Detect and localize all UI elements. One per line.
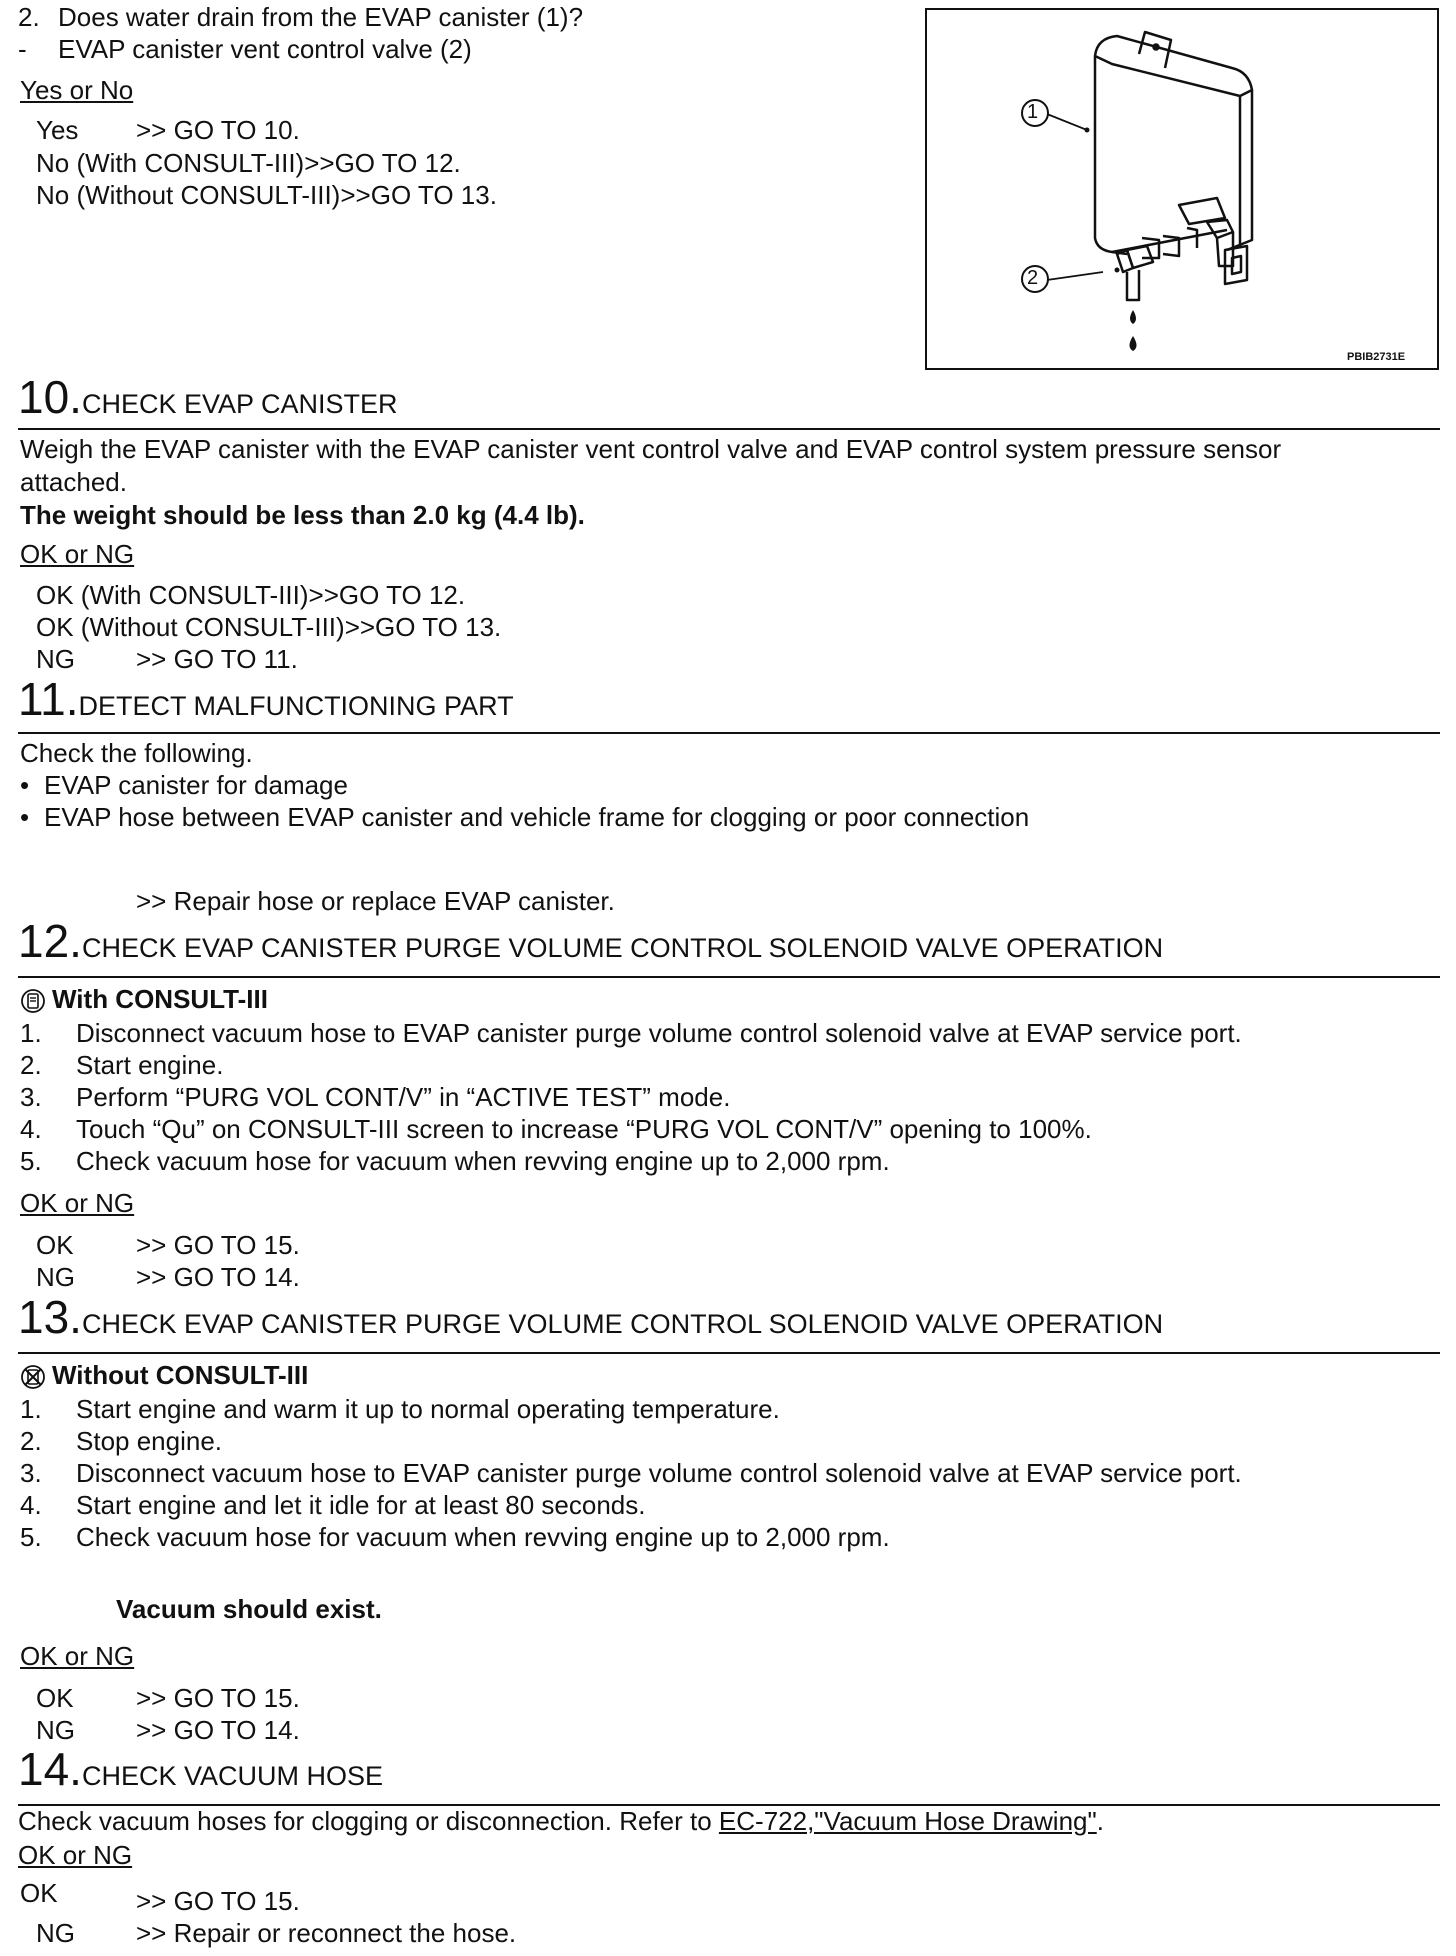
result-action: >> Repair or reconnect the hose. (136, 1918, 517, 1948)
result-action: >> GO TO 11. (136, 644, 298, 674)
step-index: 5. (20, 1146, 42, 1176)
step-number: 11. (18, 673, 79, 725)
body-text-end: . (1096, 1806, 1104, 1836)
body-text: attached. (20, 467, 127, 497)
result-label: Yes (36, 115, 79, 145)
sub-item-text: EVAP canister vent control valve (2) (58, 34, 472, 64)
divider (18, 732, 1440, 734)
step-text: Stop engine. (76, 1426, 223, 1456)
numbered-step (20, 1428, 222, 1454)
ok-ng-label: OK or NG (20, 1188, 135, 1218)
result-row (36, 1264, 300, 1290)
result-action: >>GO TO 12. (308, 580, 466, 610)
step-12-header (18, 915, 1164, 967)
result-label: No (Without CONSULT-III) (36, 180, 341, 210)
result-action: >> GO TO 15. (136, 1230, 300, 1260)
question-number: 2. (18, 2, 40, 32)
dash-marker: - (18, 34, 27, 64)
numbered-step (20, 1460, 1242, 1486)
step-index: 2. (20, 1050, 42, 1080)
ok-ng-label: OK or NG (20, 1641, 135, 1671)
numbered-step (20, 1524, 890, 1550)
numbered-step (20, 1020, 1242, 1046)
result-label: No (With CONSULT-III) (36, 148, 305, 178)
callout-2-label: 2 (1027, 267, 1039, 289)
step-text: Check vacuum hose for vacuum when revving engine up to 2,000 rpm. (76, 1146, 890, 1176)
bullet-item (20, 772, 348, 798)
result-label: OK (36, 1230, 74, 1260)
result-label: OK (Without CONSULT-III) (36, 612, 345, 642)
result-label: NG (36, 1262, 75, 1292)
result-action: >> GO TO 15. (136, 1683, 300, 1713)
step-text: Start engine and let it idle for at least 80 seconds. (76, 1490, 646, 1520)
result-row (36, 646, 298, 672)
numbered-step (20, 1084, 730, 1110)
step-index: 4. (20, 1114, 42, 1144)
result-row (36, 182, 497, 208)
question-text: Does water drain from the EVAP canister (1)? (58, 2, 584, 32)
evap-canister-illustration (927, 10, 1436, 367)
bullet-text: EVAP hose between EVAP canister and vehicle frame for clogging or poor connection (44, 802, 1030, 832)
result-label: OK (With CONSULT-III) (36, 580, 309, 610)
figure-code: PBIB2731E (1347, 351, 1406, 363)
step-text: Check vacuum hose for vacuum when revving engine up to 2,000 rpm. (76, 1522, 890, 1552)
step-11-header (18, 673, 514, 725)
result-row (36, 1717, 300, 1743)
step-text: Disconnect vacuum hose to EVAP canister purge volume control solenoid valve at EVAP service port. (76, 1018, 1242, 1048)
step-text: Perform “PURG VOL CONT/V” in “ACTIVE TEST” mode. (76, 1082, 731, 1112)
callout-1-label: 1 (1027, 101, 1039, 123)
result-row (36, 614, 501, 640)
numbered-step (20, 1052, 223, 1078)
step-number: 10. (18, 371, 82, 423)
ok-ng-label: OK or NG (18, 1840, 133, 1870)
result-row (36, 1920, 516, 1946)
result-action: >> GO TO 14. (136, 1262, 300, 1292)
step-number: 12. (18, 915, 82, 967)
result-action: >> GO TO 10. (136, 115, 300, 145)
body-text-line (18, 1808, 1104, 1834)
spec-text: Vacuum should exist. (116, 1594, 382, 1624)
result-row (36, 150, 461, 176)
bullet-marker: • (20, 802, 30, 832)
bullet-marker: • (20, 770, 30, 800)
step-text: Disconnect vacuum hose to EVAP canister purge volume control solenoid valve at EVAP service port. (76, 1458, 1242, 1488)
result-label: NG (36, 1715, 75, 1745)
step-14-header (18, 1743, 383, 1795)
body-text: Check the following. (20, 738, 253, 768)
result-label: NG (36, 644, 75, 674)
result-row (36, 1685, 300, 1711)
step-13-header (18, 1291, 1164, 1343)
step-index: 3. (20, 1458, 42, 1488)
evap-canister-figure (925, 8, 1439, 370)
result-action: >>GO TO 13. (344, 612, 502, 642)
action-text: >> Repair hose or replace EVAP canister. (136, 886, 615, 916)
bullet-item (20, 804, 1029, 830)
numbered-step (20, 1116, 1092, 1142)
step-index: 5. (20, 1522, 42, 1552)
spec-text: The weight should be less than 2.0 kg (4.4 lb). (20, 500, 585, 530)
step-title: CHECK EVAP CANISTER PURGE VOLUME CONTROL SOLENOID VALVE OPERATION (81, 933, 1164, 963)
step-number: 13. (18, 1291, 82, 1343)
step-index: 1. (20, 1394, 42, 1424)
result-action: >> GO TO 15. (136, 1886, 300, 1916)
question-line (18, 4, 583, 30)
body-text: Weigh the EVAP canister with the EVAP canister vent control valve and EVAP control system pressure sensor (20, 434, 1282, 464)
numbered-step (20, 1396, 780, 1422)
body-text: Check vacuum hoses for clogging or disconnection. Refer to (18, 1806, 719, 1836)
divider (18, 428, 1440, 430)
step-index: 2. (20, 1426, 42, 1456)
step-index: 1. (20, 1018, 42, 1048)
numbered-step (20, 1492, 645, 1518)
step-title: DETECT MALFUNCTIONING PART (78, 691, 514, 721)
result-label: OK (36, 1683, 74, 1713)
step-text: Touch “Qu” on CONSULT-III screen to increase “PURG VOL CONT/V” opening to 100%. (76, 1114, 1092, 1144)
mode-label: Without CONSULT-III (52, 1360, 309, 1390)
mode-heading (20, 1362, 308, 1390)
result-row (36, 117, 300, 143)
mode-heading (20, 986, 268, 1014)
step-10-header (18, 371, 398, 423)
step-text: Start engine and warm it up to normal operating temperature. (76, 1394, 780, 1424)
result-row (36, 582, 465, 608)
vacuum-hose-drawing-link[interactable]: EC-722,"Vacuum Hose Drawing" (718, 1806, 1097, 1836)
mode-label: With CONSULT-III (52, 984, 268, 1014)
yes-no-label: Yes or No (20, 75, 134, 105)
step-index: 3. (20, 1082, 42, 1112)
result-action: >>GO TO 13. (340, 180, 497, 210)
ok-ng-label: OK or NG (20, 539, 135, 569)
result-row (36, 1232, 300, 1258)
result-label: OK (20, 1878, 58, 1908)
consult-tool-icon (20, 988, 46, 1014)
result-action: >> GO TO 14. (136, 1715, 300, 1745)
no-consult-tool-icon (20, 1364, 46, 1390)
step-index: 4. (20, 1490, 42, 1520)
result-row (20, 1878, 300, 1916)
step-title: CHECK EVAP CANISTER PURGE VOLUME CONTROL SOLENOID VALVE OPERATION (81, 1309, 1164, 1339)
bullet-text: EVAP canister for damage (44, 770, 348, 800)
step-title: CHECK EVAP CANISTER (81, 389, 398, 419)
result-label: NG (36, 1918, 75, 1948)
step-text: Start engine. (76, 1050, 224, 1080)
divider (18, 1352, 1440, 1354)
step-title: CHECK VACUUM HOSE (81, 1761, 383, 1791)
divider (18, 976, 1440, 978)
step-number: 14. (18, 1743, 82, 1795)
numbered-step (20, 1148, 890, 1174)
result-action: >>GO TO 12. (304, 148, 461, 178)
sub-item-line (18, 36, 472, 62)
